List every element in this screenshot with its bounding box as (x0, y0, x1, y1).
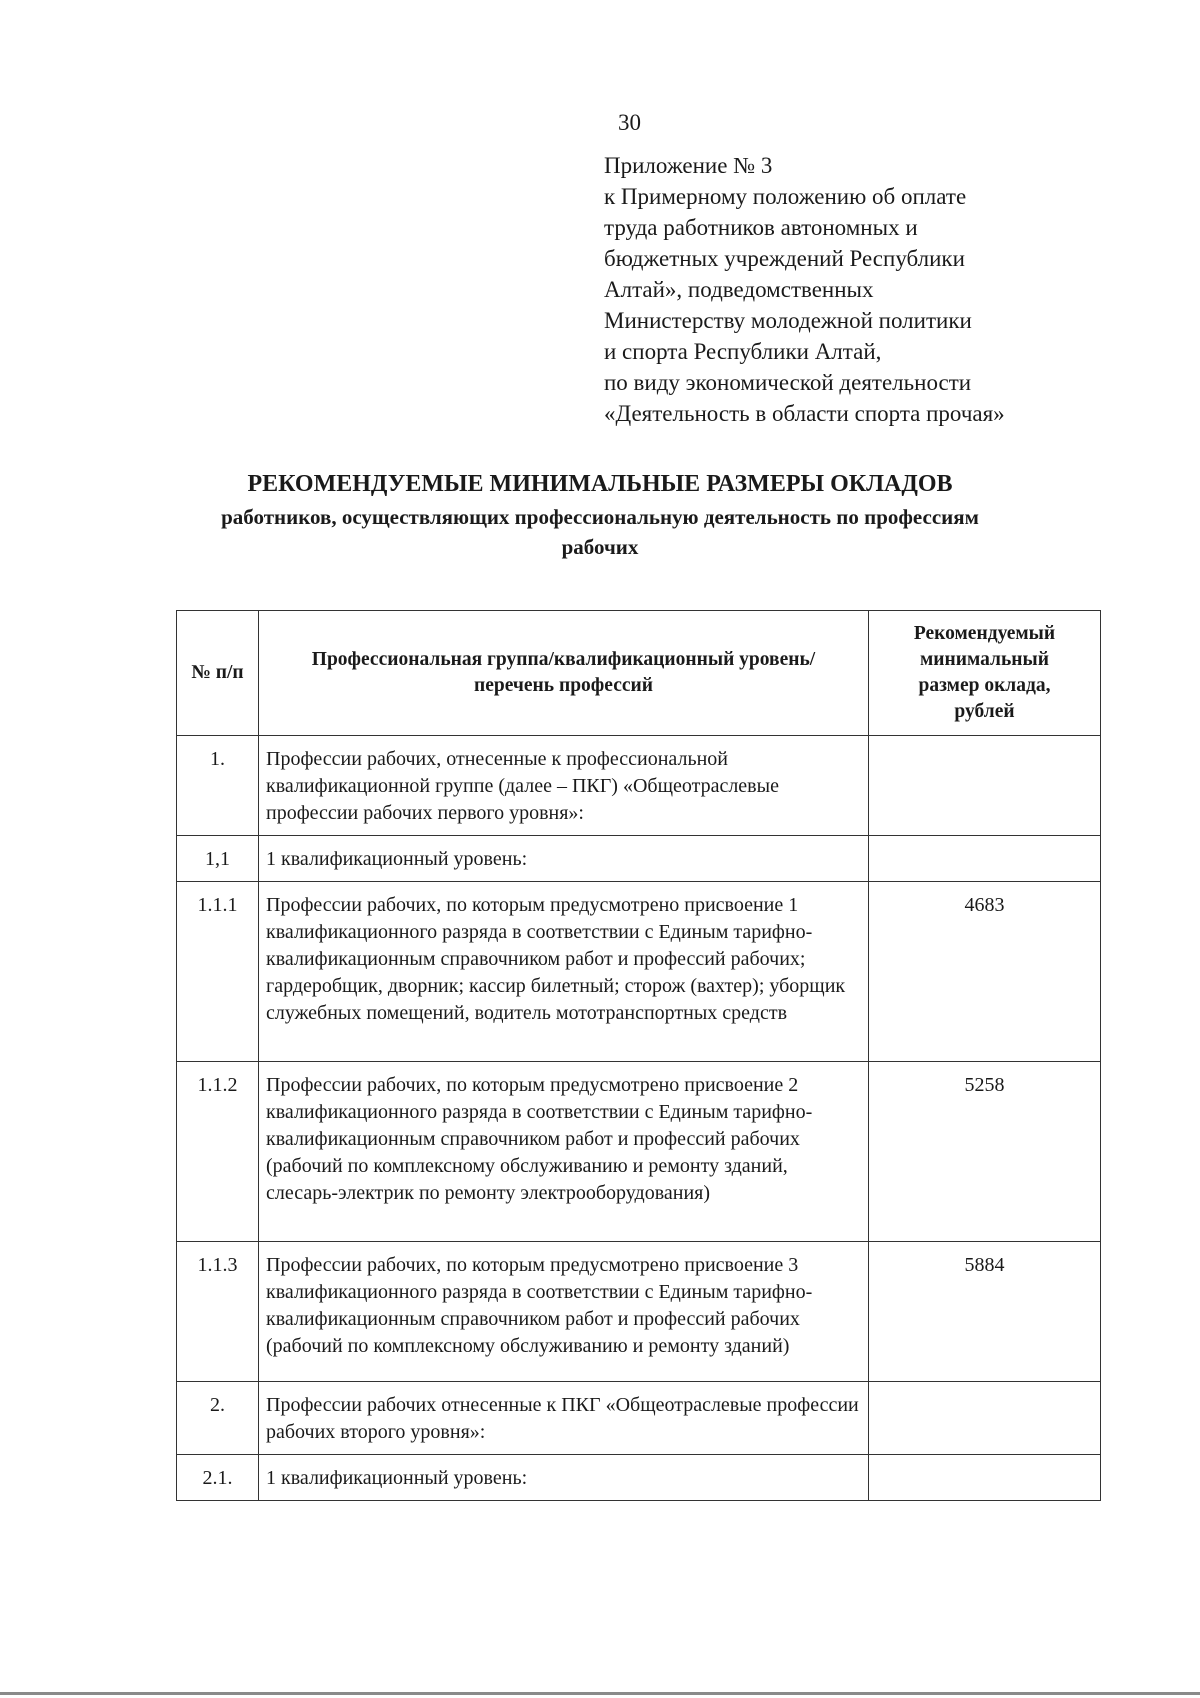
row-salary: 5258 (869, 1062, 1101, 1242)
table-row (177, 836, 1101, 882)
appendix-line: и спорта Республики Алтай, (604, 339, 882, 364)
row-description: Профессии рабочих, по которым предусмотрено присвоение 2 квалификационного разряда в соответствии с Единым тарифно-квалификационным справочником работ и профессий рабочих (рабочий по комплексному обслуживанию и ремонту зданий, слесарь-электрик по ремонту электрооборудования) (259, 1062, 869, 1242)
header-number: № п/п (177, 611, 259, 736)
appendix-heading (604, 150, 1124, 429)
row-salary (869, 736, 1101, 836)
table-row (177, 882, 1101, 1062)
appendix-line: по виду экономической деятельности (604, 370, 972, 395)
row-description: 1 квалификационный уровень: (259, 836, 869, 882)
table-row (177, 1242, 1101, 1382)
appendix-line: Алтай», подведомственных (604, 277, 874, 302)
table-row (177, 1455, 1101, 1501)
page-number: 30 (618, 110, 641, 135)
appendix-line: Приложение № 3 (604, 153, 773, 178)
row-number: 2.1. (177, 1455, 259, 1501)
table-header-row (177, 611, 1101, 736)
row-number: 1. (177, 736, 259, 836)
row-number: 2. (177, 1382, 259, 1455)
title-main: РЕКОМЕНДУЕМЫЕ МИНИМАЛЬНЫЕ РАЗМЕРЫ ОКЛАДОВ (247, 471, 953, 497)
header-group: Профессиональная группа/квалификационный уровень/перечень профессий (259, 611, 869, 736)
row-description: Профессии рабочих, по которым предусмотрено присвоение 1 квалификационного разряда в соответствии с Единым тарифно-квалификационным справочником работ и профессий рабочих; гардеробщик, дворник; кассир билетный; сторож (вахтер); уборщик служебных помещений, водитель мототранспортных средств (259, 882, 869, 1062)
appendix-line: труда работников автономных и (604, 215, 918, 240)
row-description: Профессии рабочих отнесенные к ПКГ «Общеотраслевые профессии рабочих второго уровня»: (259, 1382, 869, 1455)
title-subtitle: работников, осуществляющих профессиональную деятельность по профессиям рабочих (221, 505, 979, 559)
row-salary: 4683 (869, 882, 1101, 1062)
row-salary (869, 1455, 1101, 1501)
row-number: 1,1 (177, 836, 259, 882)
salary-table (176, 610, 1101, 1501)
row-salary: 5884 (869, 1242, 1101, 1382)
appendix-line: Министерству молодежной политики (604, 308, 972, 333)
row-description: Профессии рабочих, отнесенные к профессиональной квалификационной группе (далее – ПКГ) «Общеотраслевые профессии рабочих первого уровня»: (259, 736, 869, 836)
appendix-line: бюджетных учреждений Республики (604, 246, 965, 271)
appendix-line: к Примерному положению об оплате (604, 184, 967, 209)
table-row (177, 736, 1101, 836)
row-description: 1 квалификационный уровень: (259, 1455, 869, 1501)
row-number: 1.1.2 (177, 1062, 259, 1242)
header-salary: Рекомендуемый минимальный размер оклада, рублей (869, 611, 1101, 736)
row-number: 1.1.3 (177, 1242, 259, 1382)
row-number: 1.1.1 (177, 882, 259, 1062)
scan-edge-line (0, 1692, 1200, 1695)
row-description: Профессии рабочих, по которым предусмотрено присвоение 3 квалификационного разряда в соответствии с Единым тарифно-квалификационным справочником работ и профессий рабочих (рабочий по комплексному обслуживанию и ремонту зданий) (259, 1242, 869, 1382)
row-salary (869, 1382, 1101, 1455)
appendix-line: «Деятельность в области спорта прочая» (604, 401, 1005, 426)
table-row (177, 1062, 1101, 1242)
row-salary (869, 836, 1101, 882)
table-row (177, 1382, 1101, 1455)
document-title (150, 468, 1050, 562)
